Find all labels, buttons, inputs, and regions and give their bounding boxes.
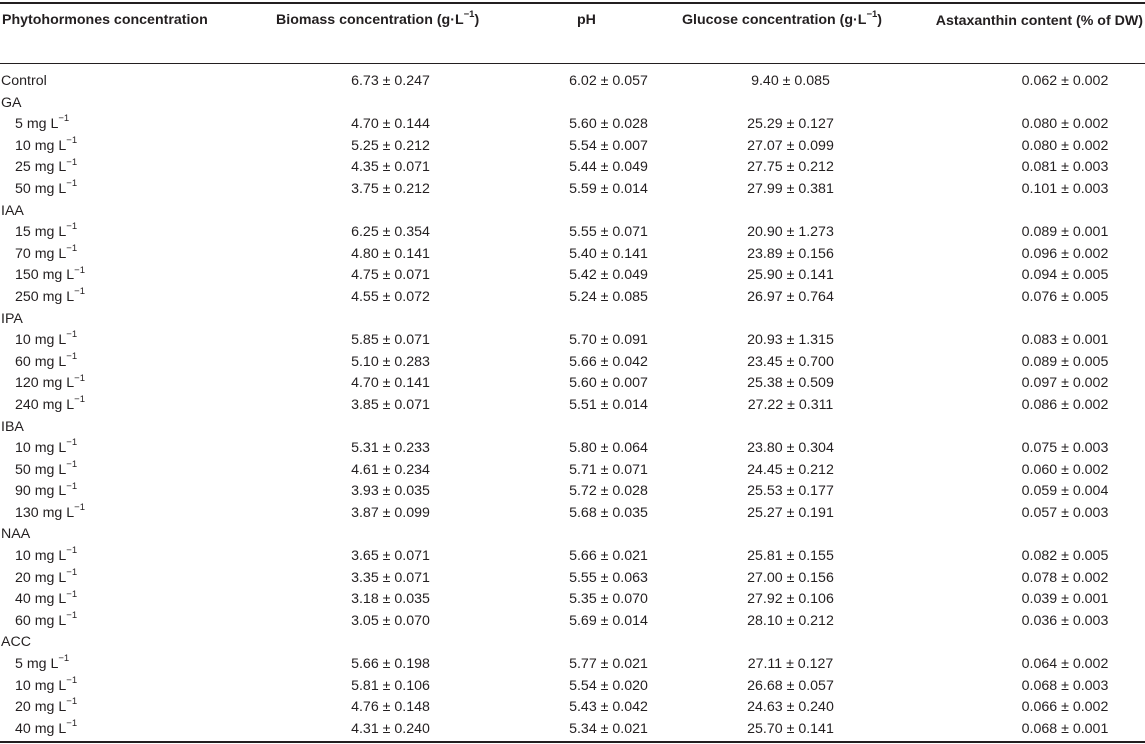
glucose-cell: 27.99 ± 0.381 [747, 180, 834, 197]
row-label-text: 5 mg L [15, 656, 59, 673]
row-label-unit-sup: −1 [66, 566, 78, 578]
glucose-cell: 23.45 ± 0.700 [747, 353, 834, 370]
row-label-text: IBA [1, 418, 24, 435]
biomass-cell: 3.18 ± 0.035 [351, 591, 430, 608]
glucose-cell: 27.22 ± 0.311 [747, 396, 834, 413]
astaxanthin-cell: 0.101 ± 0.003 [1021, 180, 1109, 197]
table-group-row [0, 417, 1145, 439]
biomass-cell: 3.35 ± 0.071 [351, 569, 430, 586]
row-label-text: 15 mg L [15, 224, 67, 241]
row-label-text: 20 mg L [15, 569, 67, 586]
glucose-cell: 23.89 ± 0.156 [747, 245, 834, 262]
ph-cell: 5.70 ± 0.091 [569, 332, 648, 349]
row-label-unit-sup: −1 [58, 113, 70, 125]
row-label-unit-sup: −1 [74, 286, 85, 298]
row-label-text: 240 mg L [15, 396, 75, 413]
biomass-cell: 5.10 ± 0.283 [351, 353, 430, 370]
row-label-text: NAA [1, 526, 31, 543]
table-group-row [0, 71, 1145, 93]
table-row [0, 330, 1145, 352]
astaxanthin-cell: 0.089 ± 0.001 [1021, 224, 1109, 241]
row-label [15, 697, 77, 719]
row-label-text: 10 mg L [15, 137, 67, 154]
biomass-cell: 4.80 ± 0.141 [351, 245, 430, 262]
row-label-unit-sup: −1 [66, 221, 78, 233]
table-row [0, 503, 1145, 525]
astaxanthin-cell: 0.089 ± 0.005 [1021, 353, 1109, 370]
astaxanthin-cell: 0.075 ± 0.003 [1021, 440, 1109, 457]
ph-cell: 5.35 ± 0.070 [569, 591, 648, 608]
astaxanthin-cell: 0.066 ± 0.002 [1021, 699, 1109, 716]
row-label-unit-sup: −1 [74, 264, 85, 276]
astaxanthin-cell: 0.078 ± 0.002 [1021, 569, 1109, 586]
row-label [15, 568, 77, 590]
row-label-unit-sup: −1 [74, 502, 85, 514]
row-label-unit-sup: −1 [66, 437, 78, 449]
astaxanthin-cell: 0.083 ± 0.001 [1021, 332, 1109, 349]
row-label [1, 417, 24, 439]
glucose-cell: 27.75 ± 0.212 [747, 159, 834, 176]
row-label-text: IAA [1, 202, 24, 219]
ph-cell: 5.54 ± 0.007 [569, 137, 648, 154]
ph-cell: 5.60 ± 0.007 [569, 375, 648, 392]
astaxanthin-cell: 0.039 ± 0.001 [1021, 591, 1109, 608]
table-group-row [0, 632, 1145, 654]
astaxanthin-cell: 0.080 ± 0.002 [1021, 116, 1109, 133]
astaxanthin-cell: 0.064 ± 0.002 [1021, 656, 1109, 673]
row-label [15, 654, 69, 676]
astaxanthin-cell: 0.082 ± 0.005 [1021, 548, 1109, 565]
ph-cell: 5.51 ± 0.014 [569, 396, 648, 413]
glucose-cell: 9.40 ± 0.085 [751, 73, 830, 89]
table-row [0, 114, 1145, 136]
table-row [0, 697, 1145, 719]
astaxanthin-cell: 0.097 ± 0.002 [1021, 375, 1109, 392]
ph-cell: 5.55 ± 0.063 [569, 569, 648, 586]
table-row [0, 654, 1145, 676]
header-glucose [682, 10, 882, 31]
row-label [15, 114, 69, 136]
row-label [15, 179, 77, 201]
row-label-unit-sup: −1 [66, 674, 78, 686]
table-group-row [0, 201, 1145, 223]
header-glucose-text: Glucose concentration (g·L [682, 12, 867, 28]
row-label-unit-sup: −1 [66, 156, 78, 168]
astaxanthin-cell: 0.096 ± 0.002 [1021, 245, 1109, 262]
row-label [15, 373, 85, 395]
biomass-cell: 4.76 ± 0.148 [351, 699, 430, 716]
row-label [1, 309, 23, 331]
row-label-unit-sup: −1 [66, 588, 78, 600]
header-ph: pH [577, 12, 596, 28]
row-label [15, 546, 77, 568]
astaxanthin-cell: 0.094 ± 0.005 [1021, 267, 1109, 284]
row-label-text: Control [1, 73, 47, 89]
row-label [1, 201, 24, 223]
row-label [15, 244, 77, 266]
header-glucose-end: ) [877, 12, 883, 28]
row-label [15, 287, 85, 309]
table-row [0, 287, 1145, 309]
ph-cell: 5.44 ± 0.049 [569, 159, 648, 176]
table-row [0, 352, 1145, 374]
glucose-cell: 27.11 ± 0.127 [747, 656, 834, 673]
row-label [15, 503, 85, 525]
biomass-cell: 6.25 ± 0.354 [351, 224, 430, 241]
row-label-text: 10 mg L [15, 548, 67, 565]
ph-cell: 5.60 ± 0.028 [569, 116, 648, 133]
glucose-cell: 24.63 ± 0.240 [747, 699, 834, 716]
ph-cell: 5.77 ± 0.021 [569, 656, 648, 673]
row-label-text: 50 mg L [15, 180, 67, 197]
row-label-text: 50 mg L [15, 461, 67, 478]
row-label-text: 40 mg L [15, 591, 67, 608]
astaxanthin-cell: 0.068 ± 0.003 [1021, 677, 1109, 694]
header-biomass-sup: −1 [463, 9, 475, 21]
row-label-unit-sup: −1 [66, 480, 78, 492]
glucose-cell: 26.68 ± 0.057 [747, 677, 834, 694]
glucose-cell: 25.90 ± 0.141 [747, 267, 834, 284]
row-label-text: 120 mg L [15, 375, 75, 392]
ph-cell: 5.59 ± 0.014 [569, 180, 648, 197]
astaxanthin-cell: 0.062 ± 0.002 [1021, 73, 1109, 89]
row-label-text: 250 mg L [15, 288, 75, 305]
biomass-cell: 3.85 ± 0.071 [351, 396, 430, 413]
biomass-cell: 3.93 ± 0.035 [351, 483, 430, 500]
table-row [0, 222, 1145, 244]
header-glucose-sup: −1 [866, 9, 878, 21]
table-row [0, 179, 1145, 201]
table-top-rule [0, 2, 1145, 4]
row-label [1, 71, 47, 93]
glucose-cell: 27.92 ± 0.106 [747, 591, 834, 608]
glucose-cell: 25.38 ± 0.509 [747, 375, 834, 392]
biomass-cell: 4.35 ± 0.071 [351, 159, 430, 176]
biomass-cell: 5.81 ± 0.106 [351, 677, 430, 694]
row-label-unit-sup: −1 [66, 545, 78, 557]
table-body [0, 71, 1145, 740]
row-label-text: 90 mg L [15, 483, 67, 500]
header-biomass-text: Biomass concentration (g·L [276, 12, 464, 28]
biomass-cell: 4.70 ± 0.141 [351, 375, 430, 392]
row-label-text: 40 mg L [15, 720, 67, 737]
row-label-unit-sup: −1 [66, 135, 78, 147]
table-row [0, 589, 1145, 611]
row-label [1, 632, 31, 654]
glucose-cell: 27.07 ± 0.099 [747, 137, 834, 154]
row-label-unit-sup: −1 [66, 350, 78, 362]
glucose-cell: 23.80 ± 0.304 [747, 440, 834, 457]
biomass-cell: 4.75 ± 0.071 [351, 267, 430, 284]
row-label [1, 93, 22, 115]
glucose-cell: 20.90 ± 1.273 [747, 224, 834, 241]
table-row [0, 136, 1145, 158]
glucose-cell: 25.70 ± 0.141 [747, 720, 834, 737]
table-row [0, 568, 1145, 590]
biomass-cell: 4.55 ± 0.072 [351, 288, 430, 305]
biomass-cell: 3.75 ± 0.212 [351, 180, 430, 197]
header-biomass [276, 10, 479, 31]
table-row [0, 611, 1145, 633]
biomass-cell: 4.31 ± 0.240 [351, 720, 430, 737]
glucose-cell: 24.45 ± 0.212 [747, 461, 834, 478]
table-row [0, 244, 1145, 266]
ph-cell: 5.40 ± 0.141 [569, 245, 648, 262]
row-label-text: 10 mg L [15, 440, 67, 457]
glucose-cell: 26.97 ± 0.764 [747, 288, 834, 305]
row-label-unit-sup: −1 [66, 610, 78, 622]
glucose-cell: 25.29 ± 0.127 [747, 116, 834, 133]
biomass-cell: 3.87 ± 0.099 [351, 504, 430, 521]
row-label-unit-sup: −1 [74, 394, 85, 406]
astaxanthin-cell: 0.036 ± 0.003 [1021, 612, 1109, 629]
row-label-text: ACC [1, 634, 31, 651]
row-label-text: 20 mg L [15, 699, 67, 716]
table-row [0, 460, 1145, 482]
biomass-cell: 4.61 ± 0.234 [351, 461, 430, 478]
astaxanthin-cell: 0.060 ± 0.002 [1021, 461, 1109, 478]
row-label-text: 5 mg L [15, 116, 59, 133]
row-label [15, 611, 77, 633]
header-phytohormones: Phytohormones concentration [2, 12, 208, 28]
ph-cell: 5.42 ± 0.049 [569, 267, 648, 284]
row-label-unit-sup: −1 [66, 243, 78, 255]
table-row [0, 676, 1145, 698]
row-label-unit-sup: −1 [66, 718, 78, 730]
row-label-unit-sup: −1 [66, 458, 78, 470]
row-label-text: GA [1, 94, 22, 111]
ph-cell: 5.69 ± 0.014 [569, 612, 648, 629]
biomass-cell: 5.66 ± 0.198 [351, 656, 430, 673]
ph-cell: 5.66 ± 0.042 [569, 353, 648, 370]
ph-cell: 5.34 ± 0.021 [569, 720, 648, 737]
biomass-cell: 5.85 ± 0.071 [351, 332, 430, 349]
row-label [15, 460, 77, 482]
astaxanthin-cell: 0.086 ± 0.002 [1021, 396, 1109, 413]
ph-cell: 5.43 ± 0.042 [569, 699, 648, 716]
table-group-row [0, 93, 1145, 115]
ph-cell: 6.02 ± 0.057 [569, 73, 648, 89]
table-row [0, 719, 1145, 741]
glucose-cell: 28.10 ± 0.212 [747, 612, 834, 629]
header-astaxanthin: Astaxanthin content (% of DW) [935, 13, 1143, 29]
row-label [15, 395, 85, 417]
ph-cell: 5.24 ± 0.085 [569, 288, 648, 305]
astaxanthin-cell: 0.080 ± 0.002 [1021, 137, 1109, 154]
ph-cell: 5.72 ± 0.028 [569, 483, 648, 500]
row-label [1, 524, 30, 546]
biomass-cell: 3.65 ± 0.071 [351, 548, 430, 565]
glucose-cell: 20.93 ± 1.315 [747, 332, 834, 349]
ph-cell: 5.68 ± 0.035 [569, 504, 648, 521]
ph-cell: 5.55 ± 0.071 [569, 224, 648, 241]
row-label [15, 136, 77, 158]
glucose-cell: 25.81 ± 0.155 [747, 548, 834, 565]
glucose-cell: 27.00 ± 0.156 [747, 569, 834, 586]
astaxanthin-cell: 0.076 ± 0.005 [1021, 288, 1109, 305]
row-label-unit-sup: −1 [66, 329, 78, 341]
table-row [0, 481, 1145, 503]
row-label [15, 157, 77, 179]
biomass-cell: 4.70 ± 0.144 [351, 116, 430, 133]
biomass-cell: 6.73 ± 0.247 [351, 73, 430, 89]
row-label-text: IPA [1, 310, 23, 327]
row-label-text: 25 mg L [15, 159, 67, 176]
row-label-text: 130 mg L [15, 504, 75, 521]
row-label [15, 265, 85, 287]
glucose-cell: 25.27 ± 0.191 [747, 504, 834, 521]
row-label [15, 222, 77, 244]
astaxanthin-cell: 0.068 ± 0.001 [1021, 720, 1109, 737]
table-group-row [0, 524, 1145, 546]
row-label-text: 60 mg L [15, 353, 67, 370]
ph-cell: 5.66 ± 0.021 [569, 548, 648, 565]
row-label-unit-sup: −1 [58, 653, 70, 665]
table-bottom-rule [0, 741, 1145, 743]
row-label-text: 70 mg L [15, 245, 67, 262]
row-label-unit-sup: −1 [66, 178, 78, 190]
row-label-unit-sup: −1 [66, 696, 78, 708]
biomass-cell: 5.25 ± 0.212 [351, 137, 430, 154]
table-row [0, 546, 1145, 568]
table-row [0, 373, 1145, 395]
header-biomass-end: ) [474, 12, 480, 28]
table-row [0, 395, 1145, 417]
table-group-row [0, 309, 1145, 331]
ph-cell: 5.71 ± 0.071 [569, 461, 648, 478]
row-label [15, 330, 77, 352]
astaxanthin-cell: 0.081 ± 0.003 [1021, 159, 1109, 176]
row-label [15, 676, 77, 698]
table-header-rule [0, 63, 1145, 64]
row-label-text: 10 mg L [15, 332, 67, 349]
table-row [0, 157, 1145, 179]
row-label [15, 352, 77, 374]
table-row [0, 438, 1145, 460]
biomass-cell: 5.31 ± 0.233 [351, 440, 430, 457]
biomass-cell: 3.05 ± 0.070 [351, 612, 430, 629]
row-label-text: 60 mg L [15, 612, 67, 629]
row-label-text: 150 mg L [15, 267, 75, 284]
row-label [15, 481, 77, 503]
row-label-unit-sup: −1 [74, 372, 85, 384]
row-label [15, 589, 77, 611]
ph-cell: 5.54 ± 0.020 [569, 677, 648, 694]
row-label-text: 10 mg L [15, 677, 67, 694]
row-label [15, 719, 77, 741]
table-row [0, 265, 1145, 287]
glucose-cell: 25.53 ± 0.177 [747, 483, 834, 500]
astaxanthin-cell: 0.057 ± 0.003 [1021, 504, 1109, 521]
row-label [15, 438, 77, 460]
ph-cell: 5.80 ± 0.064 [569, 440, 648, 457]
astaxanthin-cell: 0.059 ± 0.004 [1021, 483, 1109, 500]
